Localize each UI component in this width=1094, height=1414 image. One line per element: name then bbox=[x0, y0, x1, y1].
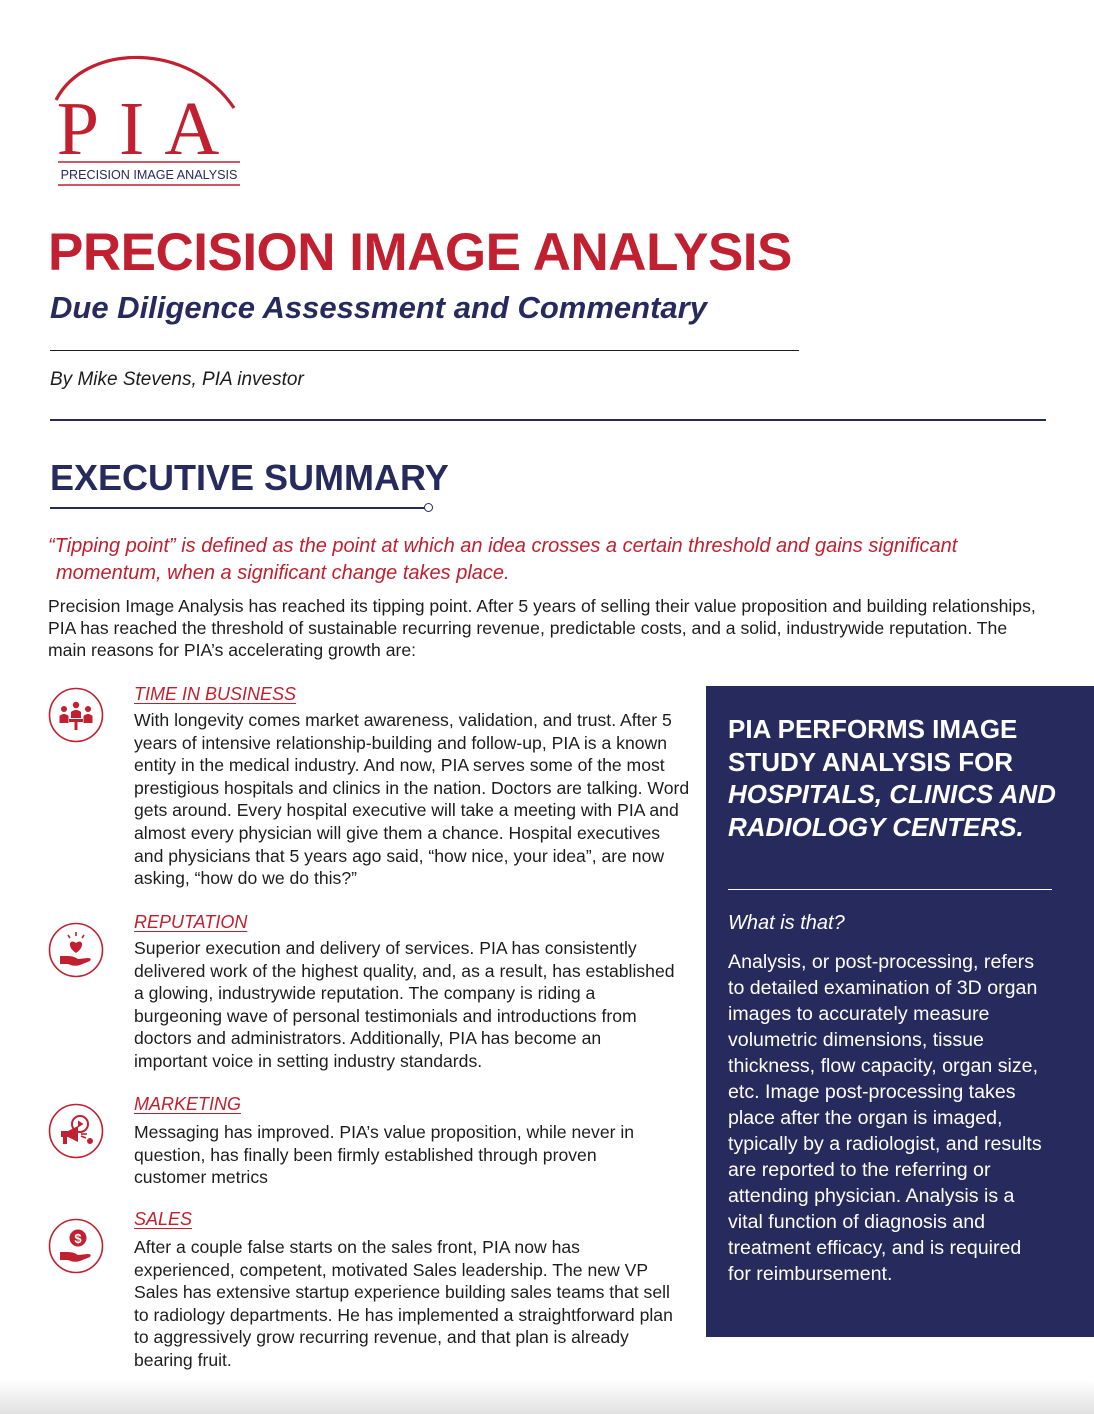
reason-title-marketing: MARKETING bbox=[134, 1094, 242, 1114]
logo-tagline: PRECISION IMAGE ANALYSIS bbox=[60, 168, 238, 182]
sidebar-heading-emphasis: HOSPITALS, CLINICS AND RADIOLOGY CENTERS. bbox=[728, 779, 1056, 842]
sidebar-body: Analysis, or post-processing, refers to detailed examination of 3D organ images to accurately measure volumetric dimensions, tissue thickness, flow capacity, organ size, etc. Image post-processing takes place after the organ is imaged, typically by a radiologist, and results are reported to the referring or attending physician. Analysis is a vital function of diagnosis and treatment efficacy, and is required for reimbursement. bbox=[728, 951, 1042, 1285]
author-byline: By Mike Stevens, PIA investor bbox=[50, 369, 304, 390]
sidebar-heading-normal: PIA PERFORMS IMAGE STUDY ANALYSIS FOR bbox=[728, 714, 1018, 777]
page-bottom-shadow bbox=[0, 1380, 1094, 1414]
heading-underline-dot bbox=[424, 503, 433, 512]
logo-wordmark: PIA bbox=[56, 87, 240, 171]
page-subtitle: Due Diligence Assessment and Commentary bbox=[50, 290, 707, 325]
reason-title-reputation: REPUTATION bbox=[134, 912, 248, 932]
reason-title-sales: SALES bbox=[134, 1209, 193, 1229]
sidebar-callout bbox=[706, 686, 1094, 1337]
heading-underline bbox=[50, 507, 428, 509]
company-logo bbox=[48, 48, 248, 190]
page-title: PRECISION IMAGE ANALYSIS bbox=[48, 223, 792, 282]
hand-dollar-icon bbox=[48, 1218, 104, 1274]
quote-line-1: “Tipping point” is defined as the point at which an idea crosses a certain threshold and gains significant bbox=[48, 535, 958, 557]
reason-body-time-in-business: With longevity comes market awareness, validation, and trust. After 5 years of intensive relationship-building and follow-up, PIA is a known entity in the medical industry. And now, PIA serves some of the most prestigious hospitals and clinics in the nation. Doctors are talking. Word gets around. Every hospital executive will take a meeting with PIA and almost every physician will give them a chance. Hospital executives and physicians that 5 years ago said, “how nice, your idea”, are now asking, “how do we do this?” bbox=[134, 710, 690, 889]
header-divider bbox=[50, 350, 799, 351]
executive-summary-heading: EXECUTIVE SUMMARY bbox=[50, 457, 449, 498]
svg-text:$: $ bbox=[74, 1231, 82, 1246]
section-divider bbox=[50, 419, 1046, 421]
quote-line-2: momentum, when a significant change takes place. bbox=[56, 562, 510, 584]
sidebar-heading bbox=[728, 713, 1058, 843]
reason-body-reputation: Superior execution and delivery of services. PIA has consistently delivered work of the highest quality, and, as a result, has established a glowing, industrywide reputation. The company is riding a burgeoning wave of personal testimonials and introductions from doctors and administrators. Additionally, PIA has become an important voice in setting industry standards. bbox=[134, 938, 675, 1071]
megaphone-icon bbox=[48, 1103, 104, 1159]
reason-body-marketing: Messaging has improved. PIA’s value proposition, while never in question, has finally been firmly established through proven customer metrics bbox=[134, 1122, 635, 1188]
sidebar-divider bbox=[728, 889, 1052, 890]
reason-body-sales: After a couple false starts on the sales front, PIA now has experienced, competent, motivated Sales leadership. The new VP Sales has extensive startup experience building sales teams that sell to radiology departments. He has implemented a straightforward plan to aggressively grow recurring revenue, and that plan is already bearing fruit. bbox=[134, 1237, 673, 1370]
sidebar-subheading: What is that? bbox=[728, 912, 845, 934]
team-meeting-icon bbox=[48, 687, 104, 743]
hand-heart-icon bbox=[48, 922, 104, 978]
intro-paragraph: Precision Image Analysis has reached its tipping point. After 5 years of selling their value proposition and building relationships, PIA has reached the threshold of sustainable recurring revenue, predictable costs, and a solid, industrywide reputation. The main reasons for PIA’s accelerating growth are: bbox=[48, 596, 1036, 660]
tipping-point-quote bbox=[48, 533, 1028, 587]
reason-title-time-in-business: TIME IN BUSINESS bbox=[134, 684, 297, 704]
